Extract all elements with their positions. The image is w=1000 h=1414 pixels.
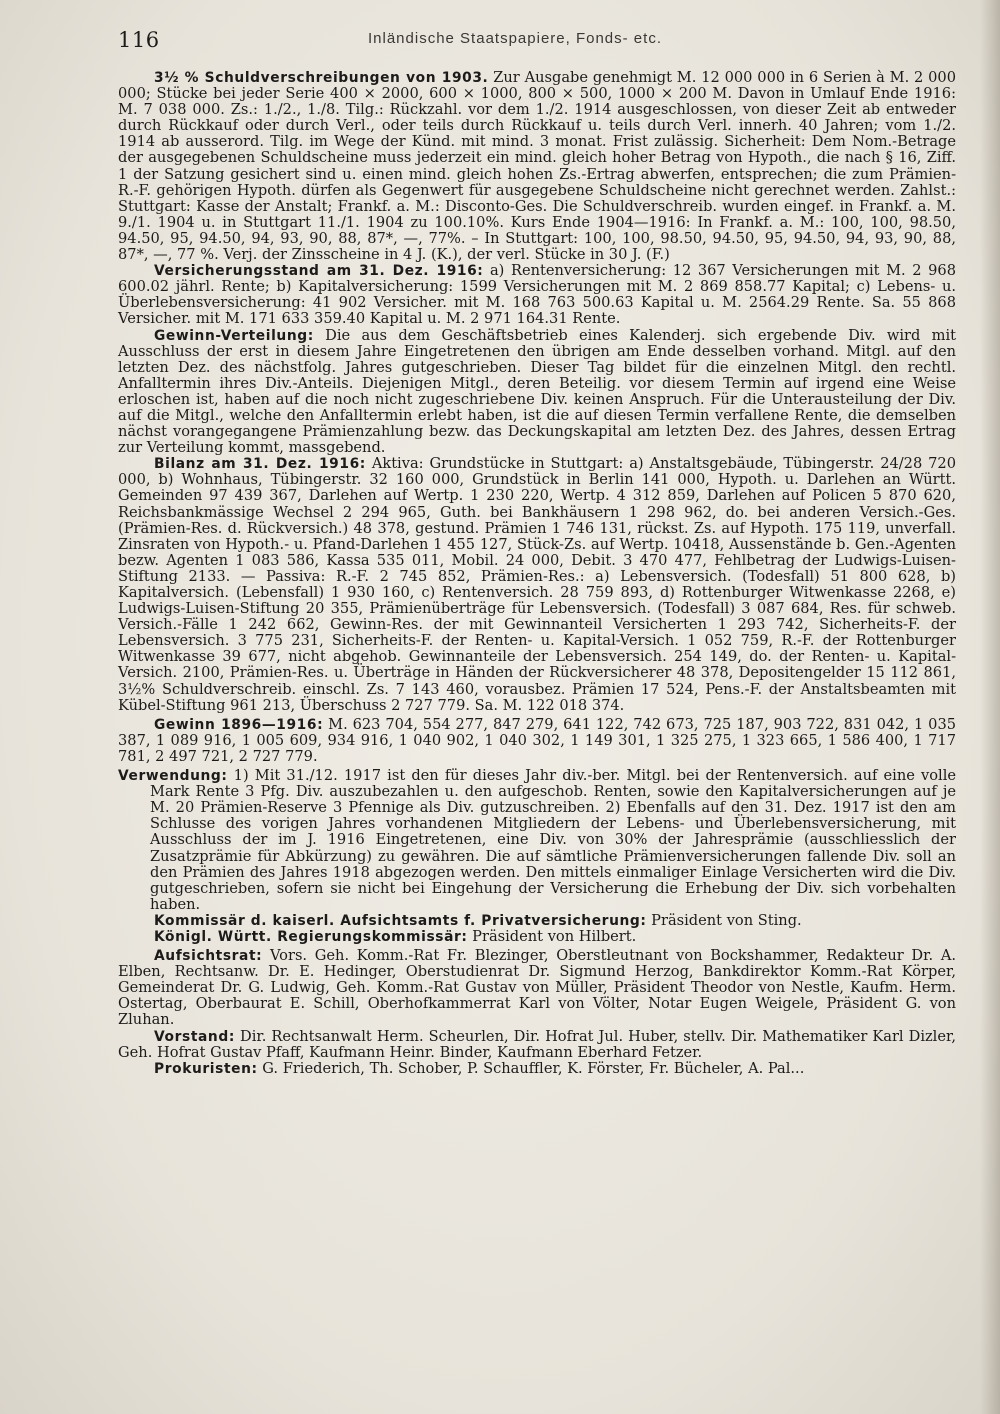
section-text: Zur Ausgabe genehmigt M. 12 000 000 in 6 Serien à M. 2 000 000; Stücke bei jeder Serie 400 × 2000, 600 × 1000, 800 × 500, 1000 × 200 M. Davon in Umlauf Ende 1916: M. 7 038 000. Zs.: 1./2., 1./8. Tilg.: Rückzahl. vor dem 1./2. 1914 ausgeschlossen, von dieser Zeit ab entweder durch Rückkauf oder durch Verl., oder teils durch Rückkauf u. teils durch Verl. innerh. 40 Jahren; vom 1./2. 1914 ab ausserord. Tilg. im Wege der Künd. mit mind. 3 monat. Frist zulässig. Sicherheit: Dem Nom.-Betrage der ausgegebenen Schuldscheine muss jederzeit ein mind. gleich hoher Betrag von Hypoth., die nach § 16, Ziff. 1 der Satzung gesichert sind u. einen mind. gleich hohen Zs.-Ertrag abwerfen, entsprechen; die zum Prämien-R.-F. gehörigen Hypoth. dürfen als Gegenwert für ausgegebene Schuldscheine nicht gerechnet werden. Zahlst.: Stuttgart: Kasse der Anstalt; Frankf. a. M.: Disconto-Ges. Die Schuldverschreib. wurden eingef. in Frankf. a. M. 9./1. 1904 u. in Stuttgart 11./1. 1904 zu 100.10%. Kurs Ende 1904—1916: In Frankf. a. M.: 100, 100, 98.50, 94.50, 95, 94.50, 94, 93, 90, 88, 87*, —, 77%. – In Stuttgart: 100, 100, 98.50, 94.50, 95, 94.50, 94, 93, 90, 88, 87*, —, 77 %. Verj. der Zinsscheine in 4 J. (K.), der verl. Stücke in 30 J. (F.) [118, 69, 956, 264]
section-regierungskommissaer [118, 929, 956, 945]
section-lead: Verwendung: [118, 768, 228, 785]
section-lead: Prokuristen: [154, 1060, 258, 1077]
section-text: Vors. Geh. Komm.-Rat Fr. Blezinger, Oberstleutnant von Bockshammer, Redakteur Dr. A. Elben, Rechtsanw. Dr. E. Hedinger, Oberstudienrat Dr. Sigmund Herzog, Bankdirektor Komm.-Rat Körper, Gemeinderat Dr. G. Ludwig, Geh. Komm.-Rat Gustav von Müller, Präsident Theodor von Nestle, Kaufm. Herm. Ostertag, Oberbaurat E. Schill, Oberhofkammerrat Karl von Völter, Notar Eugen Weigele, Präsident G. von Zluhan. [118, 947, 956, 1029]
section-text: Aktiva: Grundstücke in Stuttgart: a) Anstaltsgebäude, Tübingerstr. 24/28 720 000, b) Wohnhaus, Tübingerstr. 32 160 000, Grundstück in Berlin 141 000, Hypoth. u. Darlehen an Württ. Gemeinden 97 439 367, Darlehen auf Wertp. 1 230 220, Wertp. 4 312 859, Darlehen auf Policen 5 870 620, Reichsbankmässige Wechsel 2 294 965, Guth. bei Bankhäusern 1 298 962, do. bei anderen Versich.-Ges. (Prämien-Res. d. Rückversich.) 48 378, gestund. Prämien 1 746 131, rückst. Zs. auf Hypoth. 175 119, unverfall. Zinsraten von Hypoth.- u. Pfand-Darlehen 1 455 127, Stück-Zs. auf Wertp. 10418, Aussenstände b. Gen.-Agenten bezw. Agenten 1 083 586, Kassa 535 011, Mobil. 24 000, Debit. 3 470 477, Fehlbetrag der Ludwigs-Luisen-Stiftung 2133. — Passiva: R.-F. 2 745 852, Prämien-Res.: a) Lebensversich. (Todesfall) 51 800 628, b) Kapitalversich. (Lebensfall) 1 930 160, c) Rentenversich. 28 759 893, d) Rottenburger Witwenkasse 2268, e) Ludwigs-Luisen-Stiftung 20 355, Prämienüberträge für Lebensversich. (Todesfall) 3 087 684, Res. für schweb. Versich.-Fälle 1 242 662, Gewinn-Res. der mit Gewinnanteil Versicherten 1 293 742, Sicherheits-F. der Lebensversich. 3 775 231, Sicherheits-F. der Renten- u. Kapital-Versich. 1 052 759, R.-F. der Rottenburger Witwenkasse 39 677, nicht abgehob. Gewinnanteile der Lebensversich. 254 149, do. der Renten- u. Kapital-Versich. 2100, Prämien-Res. u. Überträge in Händen der Rückversicherer 48 378, Depositengelder 15 112 861, 3½% Schuldverschreib. einschl. Zs. 7 143 460, vorausbez. Prämien 17 524, Pens.-F. der Anstaltsbeamten mit Kübel-Stiftung 961 213, Überschuss 2 727 779. Sa. M. 122 018 374. [118, 455, 956, 714]
section-prokuristen [118, 1061, 956, 1077]
section-aufsichtsrat [118, 948, 956, 1028]
section-verwendung [118, 768, 956, 913]
section-versicherungsstand [118, 263, 956, 327]
section-kommissaer [118, 913, 956, 929]
section-lead: Gewinn 1896—1916: [154, 716, 324, 733]
section-text: G. Friederich, Th. Schober, P. Schauffler, K. Förster, Fr. Bücheler, A. Pal... [262, 1059, 805, 1077]
section-text: Präsident von Hilbert. [472, 927, 637, 945]
section-lead: Königl. Württ. Regierungskommissär: [154, 928, 468, 945]
section-text: Die aus dem Geschäftsbetrieb eines Kalenderj. sich ergebende Div. wird mit Ausschluss der erst in diesem Jahre Eingetretenen den übrigen am Ende desselben vorhand. Mitgl. auf den letzten Dez. des nächstfolg. Jahres gutgeschrieben. Dieser Tag bildet für die einzelnen Mitgl. den rechtl. Anfalltermin ihres Div.-Anteils. Diejenigen Mitgl., deren Beteilig. vor diesem Termin auf irgend eine Weise erloschen ist, haben auf die noch nicht zugeschriebene Div. keinen Anspruch. Für die Unterausteilung der Div. auf die Mitgl., welche den Anfalltermin erlebt haben, ist die auf diesen Termin verfallene Rente, die demselben nächst vorangegangene Prämienzahlung bezw. das Deckungskapital am letzten Dez. des Jahres, dessen Ertrag zur Verteilung kommt, massgebend. [118, 326, 957, 457]
running-head: Inländische Staatspapiere, Fonds- etc. [368, 30, 662, 47]
section-gewinn-verteilung [118, 328, 956, 457]
page-number: 116 [118, 28, 160, 52]
section-schuldverschreibungen [118, 70, 956, 263]
page-header [118, 28, 960, 58]
section-lead: Versicherungsstand am 31. Dez. 1916: [154, 263, 484, 280]
section-text: a) Rentenversicherung: 12 367 Versicherungen mit M. 2 968 600.02 jährl. Rente; b) Kapitalversicherung: 1599 Versicherungen mit M. 2 869 858.77 Kapital; c) Lebens- u. Überlebensversicherung: 41 902 Versicher. mit M. 168 763 500.63 Kapital u. M. 2564.29 Rente. Sa. 55 868 Versicher. mit M. 171 633 359.40 Kapital u. M. 2 971 164.31 Rente. [118, 262, 956, 328]
section-gewinn [118, 717, 956, 765]
section-bilanz [118, 456, 956, 714]
section-lead: Kommissär d. kaiserl. Aufsichtsamts f. Privatversicherung: [154, 912, 647, 929]
section-lead: 3½ % Schuldverschreibungen von 1903. [154, 70, 489, 86]
section-lead: Vorstand: [154, 1028, 235, 1045]
section-text: Präsident von Sting. [651, 911, 802, 929]
section-text: Dir. Rechtsanwalt Herm. Scheurlen, Dir. Hofrat Jul. Huber, stellv. Dir. Mathematiker Karl Dizler, Geh. Hofrat Gustav Pfaff, Kaufmann Heinr. Binder, Kaufmann Eberhard Fetzer. [118, 1027, 957, 1061]
page-edge-shadow [980, 0, 1000, 1414]
section-lead: Gewinn-Verteilung: [154, 327, 314, 344]
section-vorstand [118, 1029, 956, 1061]
document-body [118, 70, 956, 1077]
section-lead: Aufsichtsrat: [154, 948, 263, 965]
section-text: 1) Mit 31./12. 1917 ist den für dieses Jahr div.-ber. Mitgl. bei der Rentenversich. auf eine volle Mark Rente 3 Pfg. Div. auszubezahlen u. den aufgeschob. Renten, sowie den Kapitalversicherungen auf je M. 20 Prämien-Reserve 3 Pfennige als Div. gutzuschreiben. 2) Ebenfalls auf den 31. Dez. 1917 ist den am Schlusse des vorigen Jahres vorhandenen Mitgliedern der Lebens- und Überlebensversicherung, mit Ausschluss der im J. 1916 Eingetretenen, eine Div. von 30% der Jahresprämie (ausschliesslich der Zusatzprämie für Abkürzung) zu gewähren. Die auf sämtliche Prämienversicherungen fallende Div. soll an den Prämien des Jahres 1918 abgezogen werden. Den mittels einmaliger Einlage Versicherten wird die Div. gutgeschrieben, sofern sie nicht bei Eingehung der Versicherung die Erhebung der Div. sich vorbehalten haben. [150, 767, 956, 913]
section-lead: Bilanz am 31. Dez. 1916: [154, 456, 366, 473]
section-text: M. 623 704, 554 277, 847 279, 641 122, 742 673, 725 187, 903 722, 831 042, 1 035 387, 1 089 916, 1 005 609, 934 916, 1 040 902, 1 040 302, 1 149 301, 1 325 275, 1 323 665, 1 586 400, 1 717 781, 2 497 721, 2 727 779. [118, 715, 957, 765]
